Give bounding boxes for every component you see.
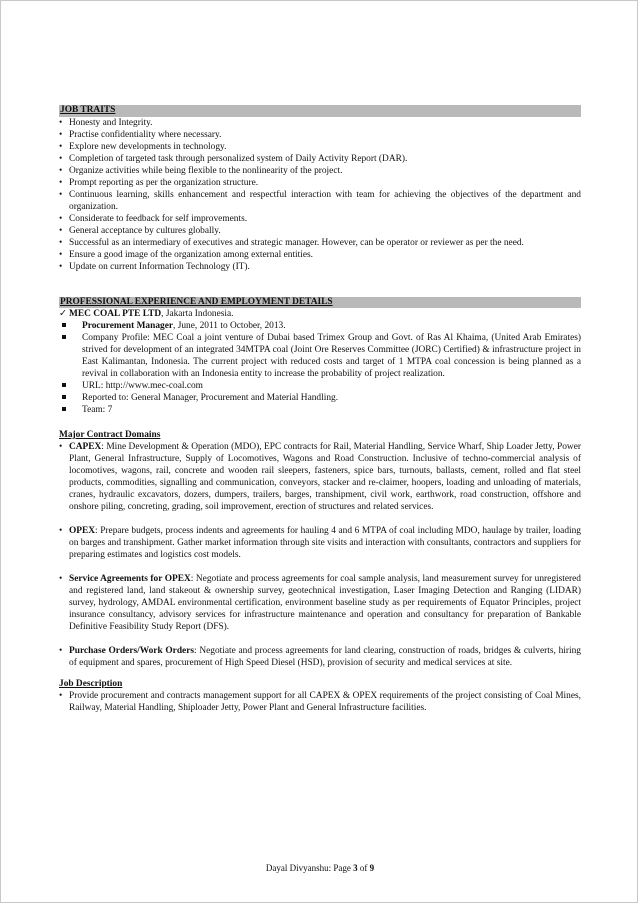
square-bullet-icon	[62, 407, 66, 411]
major-contract-domains-heading: Major Contract Domains	[59, 430, 161, 440]
list-item: • Practise confidentiality where necessary.	[59, 129, 222, 140]
list-item: • Ensure a good image of the organization among external entities.	[59, 249, 314, 260]
list-item: • Continuous learning, skills enhancement and respectful interaction with team for achieving the objectives of the department and organization.	[59, 189, 581, 212]
bullet-icon: •	[59, 442, 63, 452]
list-item	[59, 404, 581, 416]
job-description-heading: Job Description	[59, 679, 123, 689]
bullet-icon: •	[59, 261, 63, 272]
list-item: • Explore new developments in technology.	[59, 141, 227, 152]
bullet-icon: •	[59, 225, 63, 236]
list-item: • Organize activities while being flexible to the nonlinearity of the project.	[59, 165, 343, 176]
list-item: • OPEX: Prepare budgets, process indents and agreements for hauling 4 and 6 MTPA of coal including MDO, haulage by trailer, loading on barges and transhipment. Gather market information through site visits and interaction with consultants, contractors and suppliers for preparing estimates and logistics cost models.	[59, 526, 581, 560]
job-traits-list	[59, 117, 581, 273]
checkmark-icon: ✓	[59, 309, 67, 319]
bullet-icon: •	[59, 213, 63, 224]
list-item: • Honesty and Integrity.	[59, 117, 153, 128]
bullet-icon: •	[59, 237, 63, 248]
bullet-icon: •	[59, 117, 63, 128]
list-item	[59, 320, 581, 332]
page-number: 3	[353, 863, 358, 873]
list-item: • Completion of targeted task through personalized system of Daily Activity Report (DAR).	[59, 153, 408, 164]
bullet-icon: •	[59, 165, 63, 176]
page-total: 9	[369, 863, 375, 873]
list-item: • Provide procurement and contracts management support for all CAPEX & OPEX requirements of the project consisting of Coal Mines, Railway, Material Handling, Shiploader Jetty, Power Plant and General Infrastructure facilities.	[59, 691, 581, 713]
list-item: • CAPEX: Mine Development & Operation (MDO), EPC contracts for Rail, Material Handling, Service Wharf, Ship Loader Jetty, Power Plant, General Infrastructure, Supply of Locomotives, Wagons and Road Construction. Inclusive of techno-commercial analysis of locomotives, wagons, rail, concrete and wooden rail sleepers, fasteners, spice bars, turnouts, ballasts, cement, rolled and flat steel products, commodities, signalling and communication, conveyors, stacker and re-claimer, hoopers, loading and unloading of materials, cranes, hydraulic excavators, dozers, dumpers, trailers, barges, transhipment, civil work, earthwork, road construction, offshore and onshore piling, concreting, grading, soil improvement, erection of structures and related services.	[59, 442, 581, 512]
company-line	[59, 308, 581, 320]
bullet-icon: •	[59, 691, 63, 701]
list-item: • Update on current Information Technology (IT).	[59, 261, 250, 272]
bullet-icon: •	[59, 153, 63, 164]
list-item: • Successful as an intermediary of executives and strategic manager. However, can be operator or reviewer as per the need.	[59, 237, 524, 248]
team-size: Team: 7	[82, 405, 113, 415]
square-bullet-icon	[62, 335, 66, 339]
bullet-icon: •	[59, 177, 63, 188]
list-item	[59, 380, 581, 392]
square-bullet-icon	[62, 383, 66, 387]
bullet-icon: •	[59, 574, 63, 584]
bullet-icon: •	[59, 249, 63, 260]
bullet-icon: •	[59, 189, 63, 200]
bullet-icon: •	[59, 526, 63, 536]
bullet-icon: •	[59, 129, 63, 140]
square-bullet-icon	[62, 323, 66, 327]
list-item: • General acceptance by cultures globally.	[59, 225, 221, 236]
square-bullet-icon	[62, 395, 66, 399]
company-url: URL: http://www.mec-coal.com	[82, 381, 203, 391]
list-item: • Purchase Orders/Work Orders: Negotiate and process agreements for land clearing, construction of roads, bridges & culverts, hiring of equipment and spares, procurement of High Speed Diesel (HSD), provision of security and medical services at site.	[59, 646, 581, 668]
list-item: • Service Agreements for OPEX: Negotiate and process agreements for coal sample analysis, land measurement survey for unregistered and registered land, land stakeout & ownership survey, geotechnical investigation, Laser Imaging Detection and Ranging (LIDAR) survey, hydrology, AMDAL environmental certification, environment baseline study as per requirements of Equator Principles, project insurance consultancy, advisory services for infrastructure maintenance and operation and consultancy for preparation of Bankable Definitive Feasibility Study Report (DFS).	[59, 574, 581, 632]
bullet-icon: •	[59, 141, 63, 152]
experience-heading: PROFESSIONAL EXPERIENCE AND EMPLOYMENT DETAILS	[59, 297, 581, 309]
list-item	[59, 392, 581, 404]
job-traits-heading: JOB TRAITS	[59, 105, 581, 117]
list-item	[59, 332, 581, 380]
bullet-icon: •	[59, 646, 63, 656]
page-footer: Dayal Divyanshu: Page 3 of 9	[265, 863, 375, 873]
role-period: , June, 2011 to October, 2013.	[173, 321, 286, 331]
reported-to: Reported to: General Manager, Procurement and Material Handling.	[82, 393, 339, 403]
list-item: • Considerate to feedback for self improvements.	[59, 213, 248, 224]
company-profile: Company Profile: MEC Coal a joint venture of Dubai based Trimex Group and Govt. of Ras Al Khaima, (United Arab Emirates) strived for development of an integrated 34MTPA coal (Joint Ore Reserves Committee (JORC) Certified) & infrastructure project in East Kalimantan, Indonesia. The current project with reduced costs and target of 1 MTPA coal concession is being planned as a revival in collaboration with an Indonesia entity to increase the probability of project realization.	[82, 333, 581, 379]
page-content	[59, 105, 581, 714]
company-location: , Jakarta Indonesia.	[161, 309, 234, 319]
company-name: MEC COAL PTE LTD	[69, 309, 162, 319]
role-title: Procurement Manager	[82, 321, 174, 331]
list-item: • Prompt reporting as per the organization structure.	[59, 177, 259, 188]
